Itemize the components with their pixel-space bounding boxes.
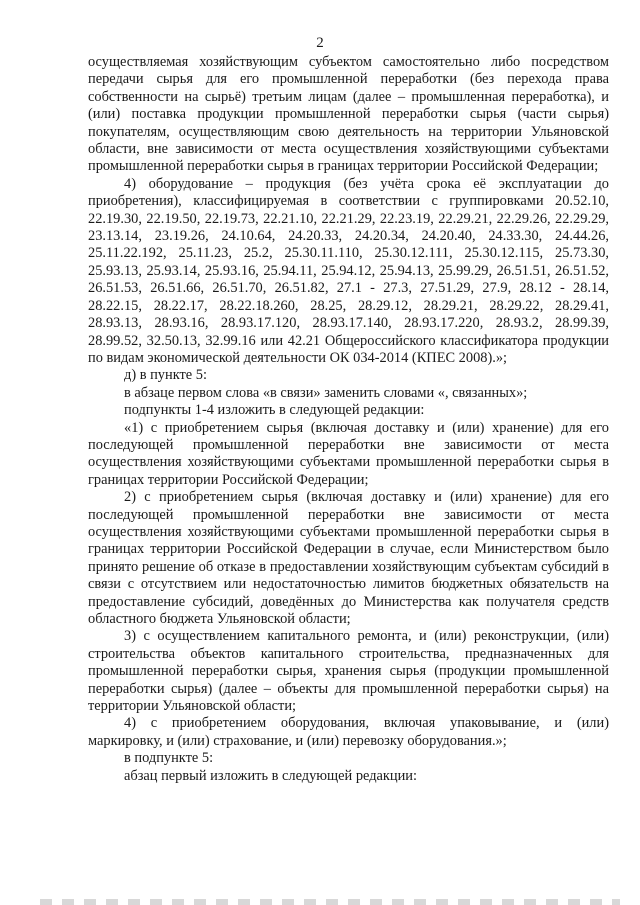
paragraph-subitem-2: 2) с приобретением сырья (включая доставку и (или) хранение) для его последующей промышленной переработки вне зависимости от места осуществления хозяйствующими субъектами промышленной переработки сырья в границах территории Российской Федерации в случае, если Министерством было принято решение об отказе в предоставлении хозяйствующим субъектам субсидий в связи с отсутствием или недостаточностью лимитов бюджетных обязательств на предоставление субсидий, доведённых до Министерства как получателя средств областного бюджета Ульяновской области; bbox=[88, 489, 609, 627]
paragraph-continuation: осуществляемая хозяйствующим субъектом самостоятельно либо посредством передачи сырья для его промышленной переработки (без перехода права собственности на сырьё) третьим лицам (далее – промышленная переработка), и (или) поставка продукции промышленной переработки сырья (части сырья) покупателям, осуществляющим свою деятельность на территории Ульяновской области, вне зависимости от места осуществления хозяйствующими субъектами промышленной переработки сырья в границах территории Российской Федерации; bbox=[88, 54, 609, 175]
paragraph-subitems-heading: подпункты 1-4 изложить в следующей редакции: bbox=[124, 402, 425, 419]
paragraph-item-4-equipment: 4) оборудование – продукция (без учёта срока её эксплуатации до приобретения), классифицируемая в соответствии с группировками 20.52.10, 22.19.30, 22.19.50, 22.19.73, 22.21.10, 22.21.29, 22.23.19, 22.29.21, 22.29.26, 22.29.29, 23.13.14, 23.19.26, 24.10.64, 24.20.33, 24.20.34, 24.20.40, 24.33.30, 24.44.26, 25.11.22.192, 25.11.23, 25.2, 25.30.11.110, 25.30.12.111, 25.30.12.115, 25.73.30, 25.93.13, 25.93.14, 25.93.16, 25.94.11, 25.94.12, 25.94.13, 25.99.29, 26.51.51, 26.51.52, 26.51.53, 26.51.66, 26.51.70, 26.51.82, 27.1 - 27.3, 27.51.29, 27.9, 28.12 - 28.14, 28.22.15, 28.22.17, 28.22.18.260, 28.25, 28.29.12, 28.29.21, 28.29.22, 28.29.41, 28.93.13, 28.93.16, 28.93.17.120, 28.93.17.140, 28.93.17.220, 28.93.2, 28.99.39, 28.99.52, 32.50.13, 32.99.16 или 42.21 Общероссийского классификатора продукции по видам экономической деятельности ОК 034-2014 (КПЕС 2008).»; bbox=[88, 175, 609, 366]
paragraph-first-abzac: абзац первый изложить в следующей редакции: bbox=[124, 767, 418, 784]
document-body bbox=[88, 54, 609, 785]
paragraph-point-d: д) в пункте 5: bbox=[124, 367, 207, 384]
paragraph-subitem-4: 4) с приобретением оборудования, включая упаковывание, и (или) маркировку, и (или) страхование, и (или) перевозку оборудования.»; bbox=[88, 715, 609, 749]
paragraph-subitem-1: «1) с приобретением сырья (включая доставку и (или) хранение) для его последующей промышленной переработки вне зависимости от места осуществления хозяйствующими субъектами промышленной переработки сырья в границах территории Российской Федерации; bbox=[88, 419, 609, 488]
page-number: 2 bbox=[316, 35, 324, 51]
scan-edge-artifact bbox=[40, 899, 620, 905]
paragraph-subpoint-5: в подпункте 5: bbox=[124, 750, 214, 767]
paragraph-subitem-3: 3) с осуществлением капитального ремонта, и (или) реконструкции, (или) строительства объектов капитального строительства, предназначенных для промышленной переработки сырья, хранения сырья (продукции промышленной переработки сырья) (далее – объекты для промышленной переработки сырья) на территории Ульяновской области; bbox=[88, 628, 609, 715]
paragraph-replace-words: в абзаце первом слова «в связи» заменить словами «, связанных»; bbox=[124, 384, 528, 401]
